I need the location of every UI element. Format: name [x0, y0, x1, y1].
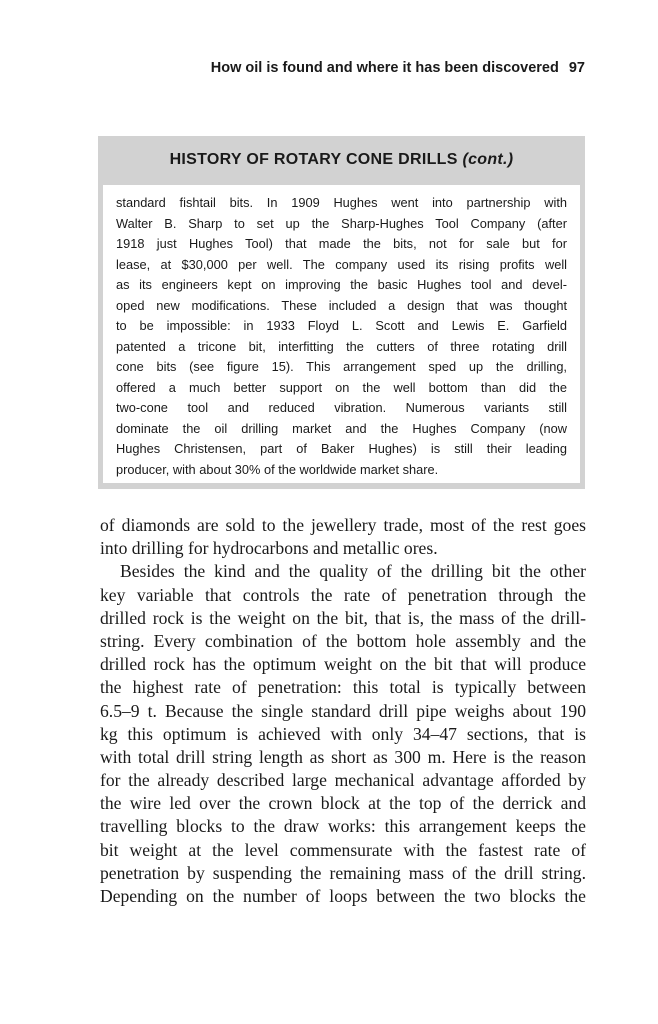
body-line: bit weight at the level commensurate with the fastest rate of [100, 839, 586, 860]
body-line: for the already described large mechanical advantage afforded by [100, 770, 586, 791]
body-line: 6.5–9 t. Because the single standard drill pipe weighs about 190 [100, 700, 586, 721]
sidebar-line: standard fishtail bits. In 1909 Hughes went into partnership with [116, 195, 567, 210]
page-number: 97 [568, 60, 585, 76]
chapter-title: How oil is found and where it has been discovered [210, 60, 559, 76]
sidebar-line: producer, with about 30% of the worldwide market share. [116, 461, 439, 477]
body-line: drilled rock is the weight on the bit, that is, the mass of the drill- [100, 607, 586, 628]
body-line: string. Every combination of the bottom hole assembly and the [100, 630, 586, 651]
sidebar-line: Hughes Christensen, part of Baker Hughes) is still their leading [116, 441, 567, 456]
sidebar-line: oped new modifications. These included a design that was thought [116, 297, 567, 313]
body-line: the highest rate of penetration: this total is typically between [100, 677, 586, 698]
running-head [100, 60, 585, 76]
body-line: kg this optimum is achieved with only 34–47 sections, that is [100, 723, 586, 744]
sidebar-line: dominate the oil drilling market and the Hughes Company (now [116, 420, 567, 436]
body-line: travelling blocks to the draw works: this arrangement keeps the [100, 816, 586, 837]
body-line: into drilling for hydrocarbons and metallic ores. [100, 538, 438, 559]
history-sidebar-box [98, 136, 585, 489]
sidebar-line: to be impossible: in 1933 Floyd L. Scott and Lewis E. Garfield [116, 318, 567, 333]
body-line: key variable that controls the rate of penetration through the [100, 584, 586, 605]
sidebar-line: 1918 just Hughes Tool) that made the bits, not for sale but for [116, 236, 567, 251]
sidebar-line: two-cone tool and reduced vibration. Numerous variants still [116, 400, 567, 415]
sidebar-title [98, 151, 585, 169]
sidebar-title-text: HISTORY OF ROTARY CONE DRILLS [169, 151, 458, 168]
body-line: drilled rock has the optimum weight on the bit that will produce [100, 654, 586, 675]
sidebar-title-suffix: (cont.) [462, 151, 514, 168]
sidebar-line: patented a tricone bit, interfitting the cutters of three rotating drill [116, 338, 567, 354]
sidebar-line: cone bits (see figure 15). This arrangement sped up the drilling, [116, 359, 567, 374]
sidebar-body [103, 185, 580, 483]
sidebar-line: offered a much better support on the well bottom than did the [116, 379, 567, 395]
body-line: of diamonds are sold to the jewellery trade, most of the rest goes [100, 515, 586, 535]
sidebar-line: Walter B. Sharp to set up the Sharp-Hughes Tool Company (after [116, 215, 567, 231]
body-line: penetration by suspending the remaining mass of the drill string. [100, 862, 586, 883]
sidebar-line: as its engineers kept on improving the basic Hughes tool and devel- [116, 277, 567, 292]
sidebar-line: lease, at $30,000 per well. The company used its rising profits well [116, 256, 567, 272]
body-line: with total drill string length as short as 300 m. Here is the reason [100, 746, 586, 767]
body-line: the wire led over the crown block at the top of the derrick and [100, 793, 586, 814]
body-line: Depending on the number of loops between the two blocks the [100, 886, 586, 906]
body-line: Besides the kind and the quality of the drilling bit the other [120, 561, 586, 582]
body-text [100, 514, 586, 908]
